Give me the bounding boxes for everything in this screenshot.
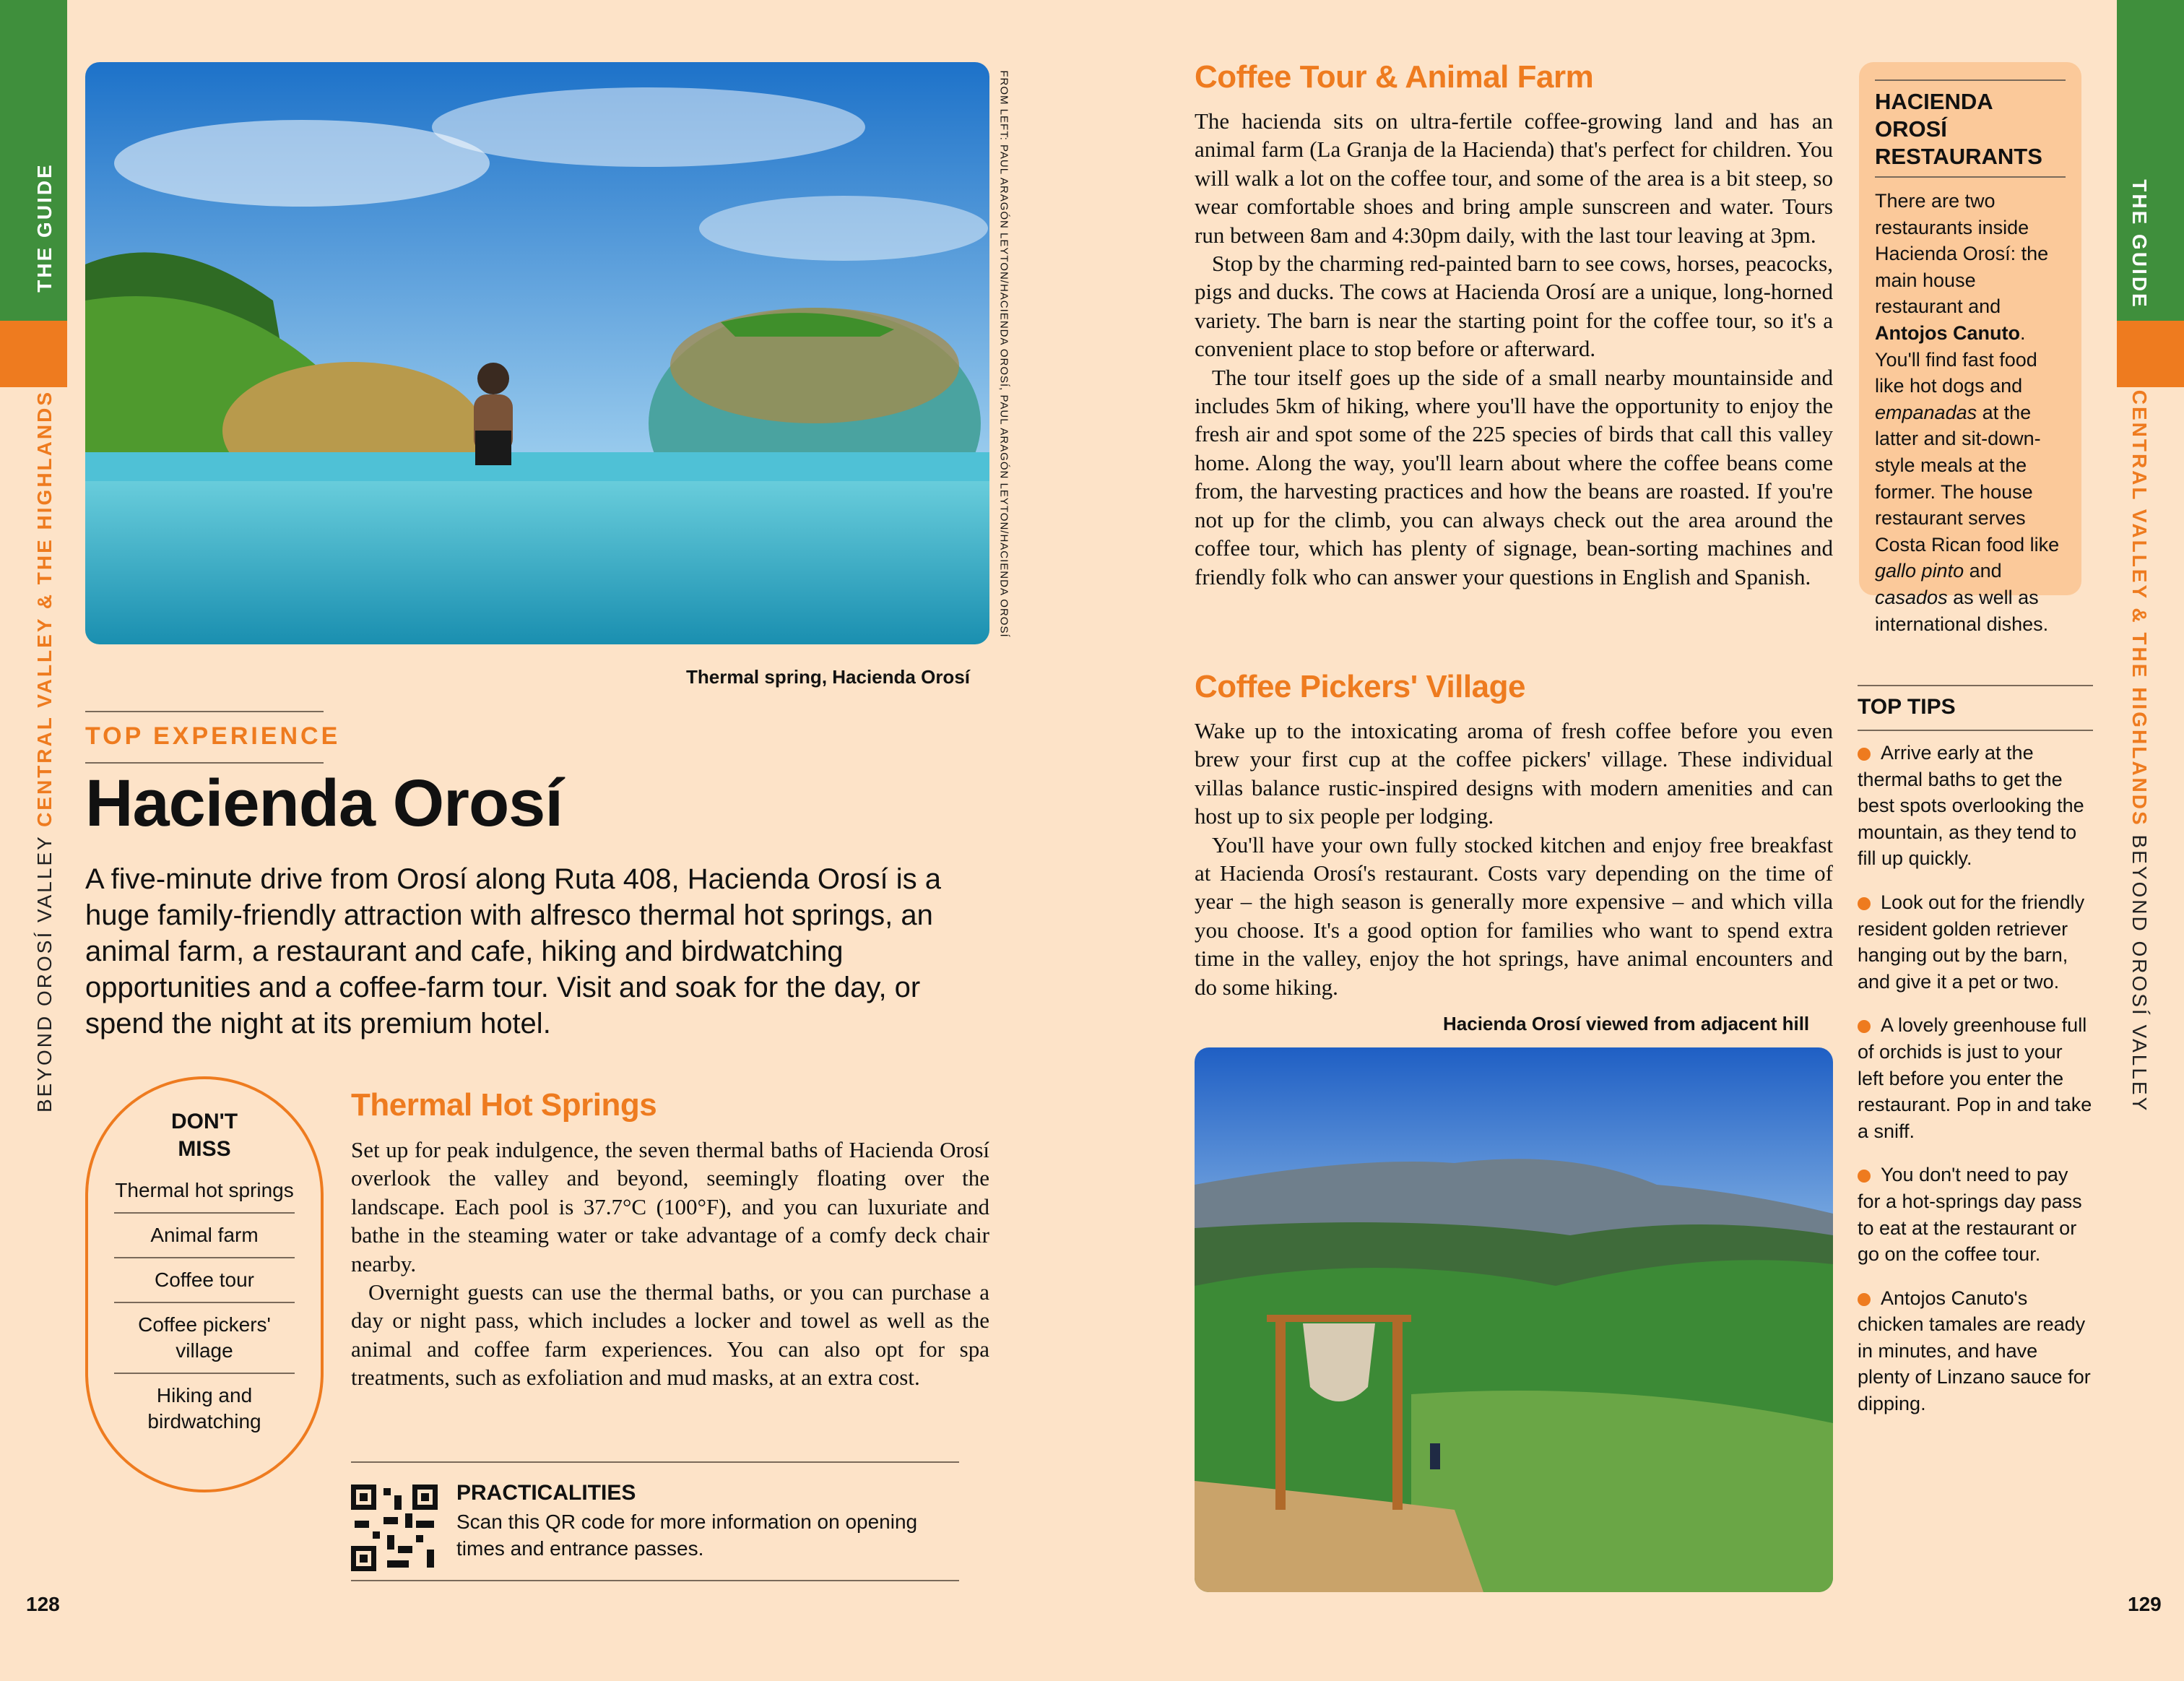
- top-tip-text: You don't need to pay for a hot-springs day pass to eat at the restaurant or go on the coffee tour.: [1858, 1164, 2082, 1266]
- dont-miss-item: Coffee tour: [114, 1258, 295, 1303]
- top-tip-item: [1858, 1012, 2093, 1144]
- right-guide-label: THE GUIDE: [2128, 179, 2151, 309]
- bullet-icon: [1858, 1293, 1871, 1306]
- top-tips-rule-top: [1858, 685, 2093, 686]
- top-tips-heading: TOP TIPS: [1858, 695, 1956, 719]
- right-section-label-1: CENTRAL VALLEY & THE HIGHLANDS: [2128, 389, 2151, 827]
- left-section-label-1: BEYOND OROSÍ VALLEY: [33, 834, 56, 1113]
- right-section-label: [2128, 390, 2151, 1113]
- left-section-label: [33, 390, 56, 1112]
- restaurants-box: [1859, 62, 2081, 635]
- dont-miss-list: [114, 1169, 295, 1443]
- thermal-spring-photo: [85, 62, 989, 644]
- dont-miss-heading: DON'T MISS: [170, 1110, 238, 1161]
- top-experience-rule-top: [85, 711, 324, 712]
- empanadas-term: empanadas: [1875, 401, 1977, 423]
- casados-term: casados: [1875, 586, 1948, 608]
- coffee-tour-paragraph-3: The tour itself goes up the side of a small nearby mountainside and includes 5km of hiking, where you'll have the opportunity to enjoy the fresh air and spot some of the 225 species of birds that call this valley home. Along the way, you'll learn about where the coffee beans come from, the harvesting practices and how the beans are roasted. If you're not up for the climb, you can always check out the area around the coffee tour, which has plenty of signage, bean-sorting machines and friendly folk who can answer your questions in English and Spanish.: [1195, 364, 1833, 589]
- antojos-canuto-name: Antojos Canuto: [1875, 321, 2020, 344]
- restaurants-text: [1875, 188, 2066, 637]
- top-tip-text: A lovely greenhouse full of orchids is just to your left before you enter the restaurant. Pop in and take a sniff.: [1858, 1014, 2092, 1142]
- qr-code-icon: [351, 1485, 438, 1571]
- bullet-icon: [1858, 748, 1871, 761]
- gallo-pinto-term: gallo pinto: [1875, 560, 1964, 582]
- top-tip-item: [1858, 740, 2093, 872]
- qr-code[interactable]: [351, 1485, 438, 1571]
- hacienda-hill-caption: Hacienda Orosí viewed from adjacent hill: [1443, 1013, 1810, 1034]
- restaurants-text-2: . You'll find fast food like hot dogs and: [1875, 321, 2037, 397]
- bullet-icon: [1858, 1020, 1871, 1033]
- top-tip-item: [1858, 1285, 2093, 1417]
- page-number-left: 128: [26, 1593, 60, 1615]
- valley-illustration: [1195, 1047, 1833, 1592]
- thermal-spring-illustration: [85, 62, 989, 644]
- valley-photo: [1195, 1047, 1833, 1592]
- practicalities-rule-top: [351, 1461, 959, 1463]
- right-section-label-2: BEYOND OROSÍ VALLEY: [2128, 834, 2151, 1113]
- pickers-body: [1195, 717, 1833, 1001]
- coffee-tour-paragraph-1: The hacienda sits on ultra-fertile coffee-growing land and has an animal farm (La Granja de la Hacienda) that's perfect for children. You will walk a lot on the coffee tour, and some of the area is a bit steep, so wear comfortable shoes and bring ample sunscreen and water. Tours run between 8am and 4:30pm daily, with the last tour leaving at 3pm.: [1195, 108, 1833, 248]
- thermal-paragraph-1: Set up for peak indulgence, the seven thermal baths of Hacienda Orosí overlook the valley and beyond, seemingly floating over the landscape. Each pool is 37.7°C (100°F), and you can luxuriate and bathe in the steaming water or take advantage of a comfy deck chair nearby.: [351, 1137, 989, 1276]
- coffee-tour-heading: Coffee Tour & Animal Farm: [1195, 59, 1594, 95]
- restaurants-heading: HACIENDA OROSÍ RESTAURANTS: [1875, 89, 2042, 169]
- dont-miss-item: Hiking and birdwatching: [147, 1384, 261, 1432]
- restaurants-text-1: There are two restaurants inside Hacienda Orosí: the main house restaurant and: [1875, 190, 2049, 318]
- pickers-paragraph-2: You'll have your own fully stocked kitchen and enjoy free breakfast at Hacienda Orosí's restaurant. Costs vary depending on the time of year – the high season is generally more expensive – and which villa you choose. It's a good option for families who want to spend extra time in the valley, enjoy the hot springs, have animal encounters and do some hiking.: [1195, 831, 1833, 1000]
- thermal-body: [351, 1136, 989, 1392]
- practicalities-rule-bottom: [351, 1580, 959, 1581]
- dont-miss-item: Thermal hot springs: [114, 1169, 295, 1214]
- intro-paragraph: A five-minute drive from Orosí along Ruta 408, Hacienda Orosí is a huge family-friendly attraction with alfresco thermal hot springs, an animal farm, a restaurant and cafe, hiking and birdwatching opportunities and a coffee-farm tour. Visit and soak for the day, or spend the night at its premium hotel.: [85, 863, 941, 1040]
- coffee-tour-body: [1195, 107, 1833, 591]
- pickers-paragraph-1: Wake up to the intoxicating aroma of fresh coffee before you even brew your first cup at the coffee pickers' village. These individual villas balance rustic-inspired designs with modern amenities and can host up to six people per lodging.: [1195, 718, 1833, 829]
- right-orange-tab: [2117, 321, 2184, 387]
- top-tip-text: Look out for the friendly resident golden retriever hanging out by the barn, and give it a pet or two.: [1858, 891, 2085, 993]
- restaurants-text-5: as well as international dishes.: [1875, 586, 2049, 635]
- thermal-paragraph-2: Overnight guests can use the thermal baths, or you can purchase a day or night pass, which includes a locker and towel as well as the animal and coffee farm experiences. You can also opt for spa treatments, such as exfoliation and mud masks, at an extra cost.: [351, 1279, 989, 1391]
- top-tip-text: Arrive early at the thermal baths to get the best spots overlooking the mountain, as they tend to fill up quickly.: [1858, 742, 2084, 870]
- practicalities-text: Scan this QR code for more information on opening times and entrance passes.: [456, 1511, 918, 1560]
- top-tip-item: [1858, 889, 2093, 995]
- left-orange-tab: [0, 321, 67, 387]
- left-section-label-2: CENTRAL VALLEY & THE HIGHLANDS: [33, 389, 56, 827]
- top-tips-rule-bottom: [1858, 730, 2093, 731]
- left-guide-label: THE GUIDE: [33, 163, 56, 293]
- top-tip-text: Antojos Canuto's chicken tamales are ready in minutes, and have plenty of Linzano sauce for dipping.: [1858, 1287, 2091, 1415]
- top-experience-label: TOP EXPERIENCE: [85, 722, 341, 750]
- restaurants-text-3: at the latter and sit-down-style meals at the former. The house restaurant serves Costa Rican food like: [1875, 401, 2060, 556]
- restaurants-rule-top: [1875, 79, 2066, 81]
- restaurants-rule-bottom: [1875, 176, 2066, 178]
- dont-miss-item: Coffee pickers' village: [114, 1303, 295, 1374]
- dont-miss-item: Animal farm: [114, 1214, 295, 1258]
- top-tips-list: [1858, 740, 2093, 1435]
- practicalities-heading: PRACTICALITIES: [456, 1481, 636, 1505]
- pickers-heading: Coffee Pickers' Village: [1195, 669, 1525, 704]
- restaurants-text-4: and: [1964, 560, 2002, 582]
- page-title: Hacienda Orosí: [85, 766, 563, 840]
- thermal-spring-caption: Thermal spring, Hacienda Orosí: [686, 666, 970, 688]
- top-tip-item: [1858, 1162, 2093, 1267]
- page-number-right: 129: [2128, 1593, 2162, 1615]
- bullet-icon: [1858, 897, 1871, 910]
- photo-credit: FROM LEFT: PAUL ARAGÓN LEYTON/HACIENDA OROSÍ, PAUL ARAGÓN LEYTON/HACIENDA OROSÍ: [997, 70, 1010, 638]
- dont-miss-box: [85, 1076, 324, 1492]
- bullet-icon: [1858, 1170, 1871, 1183]
- top-experience-rule-bottom: [85, 762, 324, 764]
- coffee-tour-paragraph-2: Stop by the charming red-painted barn to see cows, horses, peacocks, pigs and ducks. The cows at Hacienda Orosí are a unique, long-horned variety. The barn is near the starting point for the coffee tour, so it's a convenient place to stop before or afterward.: [1195, 251, 1833, 362]
- thermal-heading: Thermal Hot Springs: [351, 1087, 657, 1123]
